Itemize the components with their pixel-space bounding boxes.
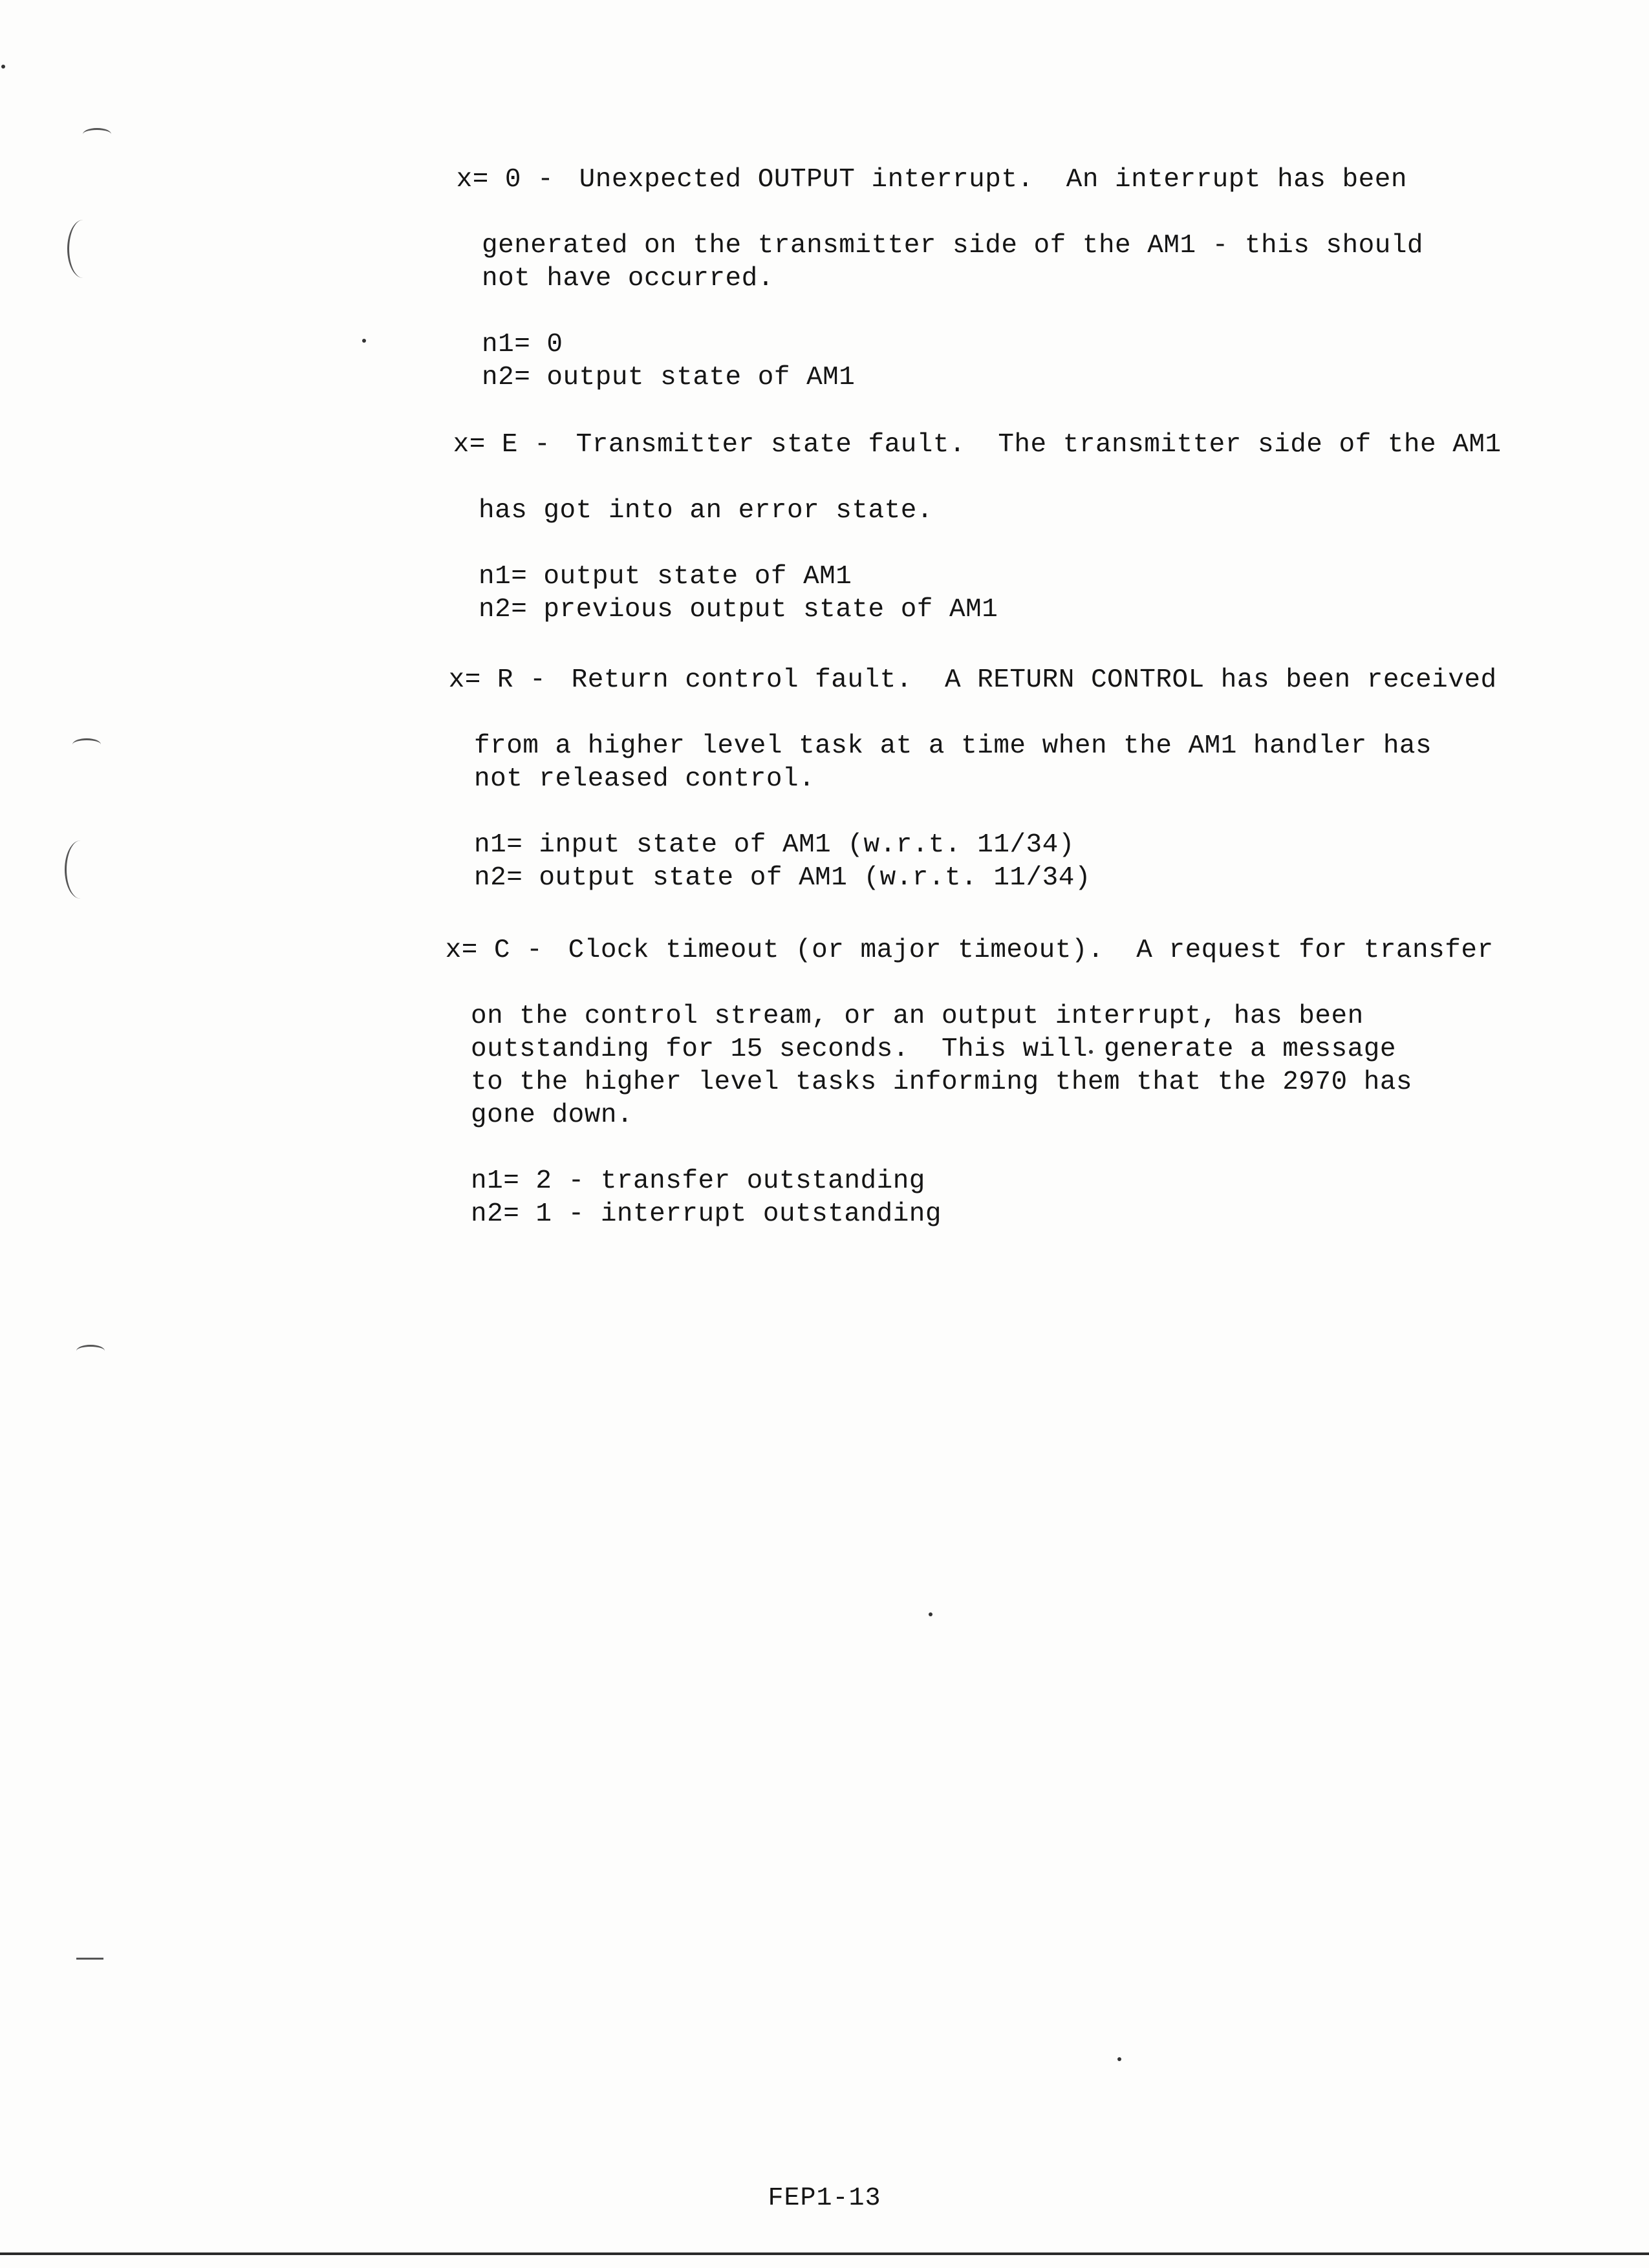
parameter-n1: n1= 0: [482, 330, 563, 359]
error-description-line: Unexpected OUTPUT interrupt. An interrupt has been: [579, 165, 1407, 195]
error-description-line: outstanding for 15 seconds. This will generate a message: [471, 1034, 1396, 1064]
binder-hole-mark-upper: [67, 220, 99, 278]
error-parameters: [359, 328, 1588, 394]
error-description-line: Transmitter state fault. The transmitter side of the AM1: [576, 430, 1502, 460]
margin-mark-middle: [72, 738, 101, 751]
parameter-n2: n2= previous output state of AM1: [479, 595, 998, 625]
scan-speck: [1, 65, 5, 69]
parameter-n2: n2= output state of AM1 (w.r.t. 11/34): [474, 863, 1091, 893]
error-description-line: Return control fault. A RETURN CONTROL has been received: [571, 665, 1497, 695]
error-description-line: to the higher level tasks informing them that the 2970 has: [471, 1067, 1413, 1097]
error-description-line: Clock timeout (or major timeout). A request for transfer: [568, 936, 1494, 965]
error-code: x= R -: [448, 665, 546, 695]
parameter-n2: n2= output state of AM1: [482, 363, 856, 392]
error-description-line: gone down.: [471, 1100, 634, 1130]
parameter-n1: n1= 2 - transfer outstanding: [471, 1166, 925, 1196]
error-entry-transmitter-state-fault: [356, 396, 1584, 626]
page-number: FEP1-13: [768, 2184, 881, 2213]
error-description-line: not released control.: [474, 764, 815, 794]
error-parameters: [351, 829, 1580, 895]
scan-speck: [1117, 2057, 1121, 2061]
error-description-line: on the control stream, or an output interrupt, has been: [471, 1001, 1364, 1031]
parameter-n1: n1= output state of AM1: [479, 562, 852, 592]
error-entry-output-interrupt: [359, 131, 1588, 394]
parameter-n2: n2= 1 - interrupt outstanding: [471, 1199, 942, 1229]
parameter-n1: n1= input state of AM1 (w.r.t. 11/34): [474, 830, 1075, 860]
error-code: x= C -: [445, 936, 543, 965]
scan-speck: [929, 1612, 932, 1616]
margin-mark-lower: [76, 1345, 105, 1357]
margin-mark-top: [83, 128, 111, 140]
error-code: x= E -: [453, 430, 551, 460]
error-description-line: not have occurred.: [482, 264, 774, 294]
bottom-rule: [0, 2252, 1649, 2255]
error-entry-return-control-fault: [351, 631, 1580, 895]
error-description-line: has got into an error state.: [479, 496, 933, 526]
error-description-line: generated on the transmitter side of the AM1 - this should: [482, 231, 1424, 261]
error-description-line: from a higher level task at a time when the AM1 handler has: [474, 731, 1432, 761]
error-code: x= 0 -: [456, 165, 554, 195]
error-parameters: [356, 561, 1584, 626]
binder-hole-mark-lower: [65, 840, 96, 899]
error-entry-clock-timeout: [348, 901, 1577, 1231]
margin-dash: [76, 1958, 103, 1960]
error-parameters: [348, 1165, 1577, 1231]
